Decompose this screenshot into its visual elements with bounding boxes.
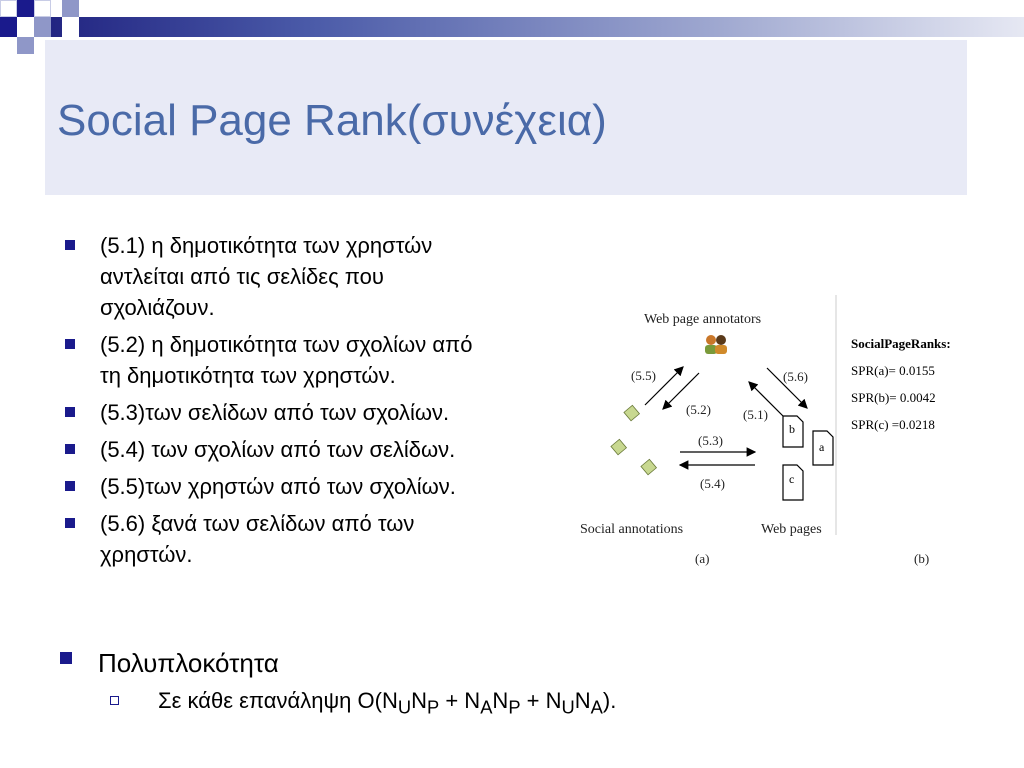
social-annotations-label: Social annotations (580, 522, 684, 537)
bullet-text: (5.5)των χρηστών από των σχολίων. (100, 474, 456, 499)
bullet-square-icon (65, 339, 75, 349)
eq-label: (5.5) (631, 368, 656, 383)
bullet-text: (5.4) των σχολίων από των σελίδων. (100, 437, 456, 462)
web-page-icon (813, 431, 833, 465)
bullet-square-icon (60, 652, 72, 664)
svg-text:c: c (789, 472, 795, 486)
decor-square (17, 37, 34, 54)
users-icon (705, 335, 727, 354)
bullet-square-icon (65, 444, 75, 454)
decor-square (17, 0, 34, 17)
annotation-tag-icon (611, 405, 656, 474)
decor-square (62, 17, 79, 37)
decor-square (34, 17, 51, 37)
web-pages-label: Web pages (761, 522, 822, 537)
caption-b: (b) (914, 551, 930, 566)
bullet-square-icon (65, 240, 75, 250)
web-page-icon (783, 465, 803, 500)
list-item (60, 397, 580, 428)
bullet-text: (5.1) η δημοτικότητα των χρηστών αντλείται από τις σελίδες που σχολιάζουν. (100, 233, 433, 320)
bullet-square-icon (65, 407, 75, 417)
list-item (60, 471, 580, 502)
eq-label: (5.2) (686, 402, 711, 417)
caption-a: (a) (695, 551, 710, 566)
ranks-title: SocialPageRanks: (851, 336, 951, 351)
bullet-text: (5.2) η δημοτικότητα των σχολίων από τη δημοτικότητα των χρηστών. (100, 332, 473, 388)
social-page-rank-figure (575, 295, 995, 585)
rank-value: SPR(c) =0.0218 (851, 417, 935, 432)
complexity-label: Πολυπλοκότητα (98, 648, 279, 678)
svg-text:b: b (789, 422, 795, 436)
complexity-formula: Σε κάθε επανάληψη $O(N_UN_P + N_AN_P + N_UN_A)$. (158, 688, 617, 718)
decor-square (0, 17, 17, 37)
rank-value: SPR(a)= 0.0155 (851, 363, 935, 378)
eq-label: (5.4) (700, 476, 725, 491)
decor-square (0, 0, 17, 17)
decor-square (34, 0, 51, 17)
bullet-square-icon (65, 518, 75, 528)
decor-square (62, 0, 79, 17)
eq-label: (5.3) (698, 433, 723, 448)
eq-label: (5.6) (783, 369, 808, 384)
hollow-square-bullet-icon (110, 696, 119, 705)
title-gradient-bar (0, 17, 1024, 37)
annotators-label: Web page annotators (644, 312, 762, 327)
rank-value: SPR(b)= 0.0042 (851, 390, 936, 405)
list-item (60, 230, 580, 323)
bullet-list (60, 230, 580, 576)
list-item (60, 329, 580, 391)
eq-label: (5.1) (743, 407, 768, 422)
decor-square (17, 17, 34, 37)
bullet-text: (5.3)των σελίδων από των σχολίων. (100, 400, 450, 425)
bullet-text: (5.6) ξανά των σελίδων από των χρηστών. (100, 511, 415, 567)
svg-text:a: a (819, 440, 825, 454)
bullet-square-icon (65, 481, 75, 491)
web-page-icon (783, 416, 803, 447)
list-item (60, 434, 580, 465)
page-title: Social Page Rank(συνέχεια) (57, 96, 607, 145)
list-item (60, 508, 580, 570)
